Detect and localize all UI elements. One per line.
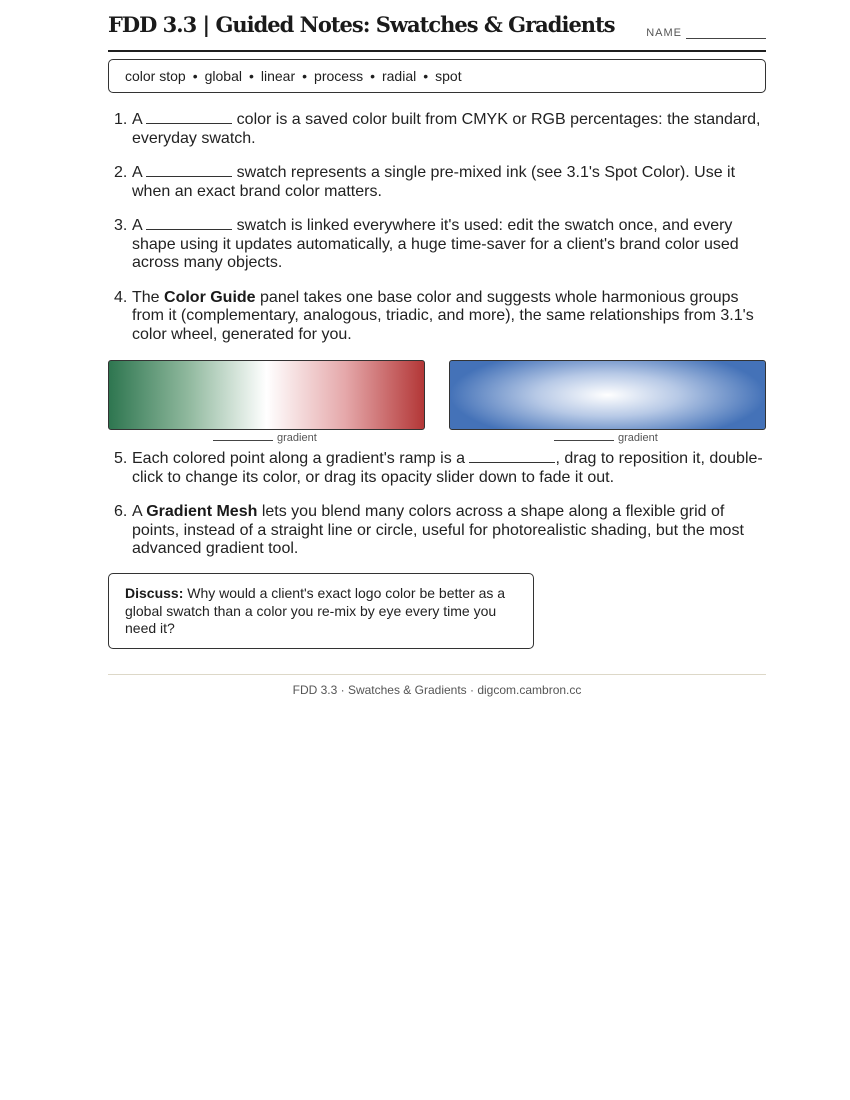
question-text: swatch represents a single pre-mixed ink (see 3.1's Spot Color). Use it when an exact brand color matters.: [132, 164, 736, 200]
question-item: [108, 164, 766, 201]
question-item: [108, 111, 766, 148]
word-bank-separator: •: [302, 68, 308, 84]
name-field: [646, 27, 766, 39]
question-text: color is a saved color built from CMYK or RGB percentages: the standard, everyday swatch.: [132, 111, 761, 147]
discuss-label: Discuss:: [125, 585, 184, 601]
question-list-bottom: [108, 450, 766, 559]
term-color-guide: Color Guide: [164, 288, 256, 306]
question-item: [108, 503, 766, 559]
term-gradient-mesh: Gradient Mesh: [146, 503, 258, 520]
answer-blank[interactable]: [146, 111, 232, 124]
question-text: panel takes one base color and suggests whole harmonious groups from it (complementary, analogous, triadic, and more), the same relationships from 3.1's color wheel, generated for you.: [132, 288, 754, 343]
word-bank-separator: •: [248, 68, 254, 84]
question-text: A: [132, 503, 147, 520]
name-label: NAME: [646, 27, 682, 39]
question-text: lets you blend many colors across a shape along a flexible grid of points, instead of a straight line or circle, useful for photorealistic shading, but the most advanced gradient tool.: [132, 503, 744, 557]
linear-gradient-label: gradient: [213, 432, 317, 444]
question-number: 3.: [114, 217, 128, 234]
word-bank-item: linear: [260, 68, 296, 84]
footer: [108, 674, 766, 697]
discuss-text: Why would a client's exact logo color be better as a global swatch than a color you re-mix by eye every time you need it?: [125, 585, 506, 636]
word-bank-item: radial: [381, 68, 417, 84]
question-number: 2.: [114, 164, 128, 181]
question-number: 1.: [114, 111, 128, 128]
word-bank-item: process: [314, 68, 364, 84]
radial-gradient-swatch: [449, 360, 766, 430]
word-bank-separator: •: [370, 68, 375, 84]
discuss-box: [108, 573, 534, 649]
worksheet-header: [108, 0, 766, 52]
name-blank[interactable]: [686, 38, 766, 39]
question-item: [108, 289, 766, 345]
word-bank-item: spot: [435, 68, 462, 84]
question-text: Each colored point along a gradient's ramp is a: [132, 450, 470, 467]
question-text: A: [132, 217, 147, 234]
word-bank: [108, 59, 766, 93]
footer-text: FDD 3.3 · Swatches & Gradients · digcom.cambron.cc: [292, 683, 582, 697]
question-item: [108, 217, 766, 273]
answer-blank[interactable]: [554, 440, 614, 441]
page-title: FDD 3.3 | Guided Notes: Swatches & Gradients: [108, 12, 615, 37]
answer-blank[interactable]: [213, 440, 273, 441]
radial-gradient-label: gradient: [554, 432, 658, 444]
linear-gradient-swatch: [108, 360, 425, 430]
question-text: The: [132, 288, 165, 306]
question-text: swatch is linked everywhere it's used: edit the swatch once, and every shape using it updates automatically, a huge time-saver for a client's brand color used across many objects.: [132, 217, 739, 271]
word-bank-separator: •: [423, 68, 429, 84]
answer-blank[interactable]: [469, 450, 555, 463]
worksheet-page: [108, 0, 766, 697]
question-number: 4.: [114, 288, 128, 306]
answer-blank[interactable]: [146, 217, 232, 230]
question-item: [108, 450, 766, 487]
question-text: , drag to reposition it, double-click to change its color, or drag its opacity slider down to fade it out.: [132, 450, 763, 486]
question-number: 5.: [114, 450, 128, 467]
word-bank-item: global: [204, 68, 242, 84]
question-list-top: [108, 111, 766, 344]
word-bank-item: color stop: [125, 68, 186, 84]
question-number: 6.: [114, 503, 128, 520]
question-text: A: [132, 111, 147, 128]
word-bank-separator: •: [192, 68, 198, 84]
question-text: A: [132, 164, 147, 181]
answer-blank[interactable]: [146, 164, 232, 177]
